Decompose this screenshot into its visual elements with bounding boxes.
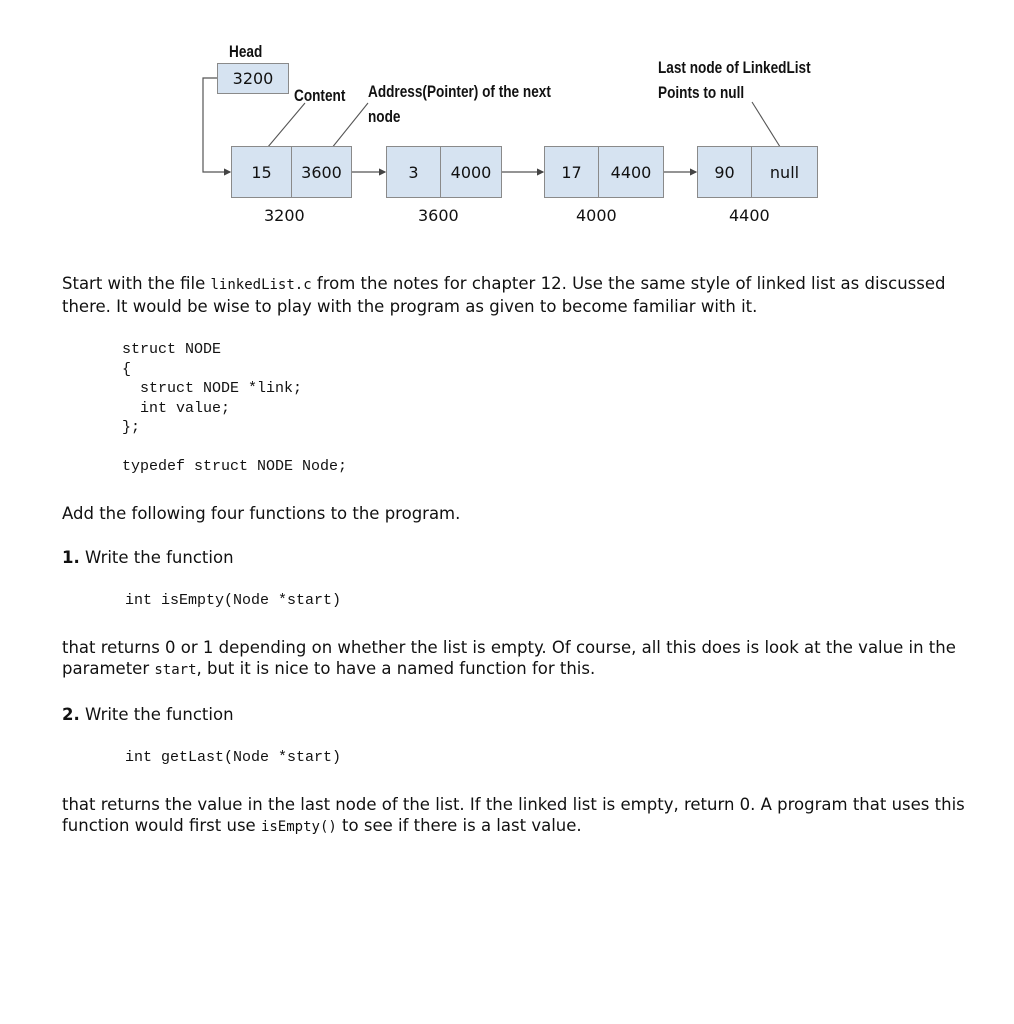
content-label: Content [294, 86, 346, 105]
intro-paragraph [62, 273, 982, 317]
q1-desc-start: that returns 0 or 1 depending on whether the list is empty. Of course, all this does is look at the value in the parameter [62, 638, 956, 678]
struct-code-block: struct NODE { struct NODE *link; int value; }; [122, 341, 303, 436]
q2-signature: int getLast(Node *start) [125, 749, 342, 766]
node-2-address: 3600 [418, 206, 459, 225]
node-3-value: 17 [544, 146, 599, 198]
q1-number: 1. [62, 548, 80, 567]
q2-desc-end: to see if there is a last value. [336, 816, 582, 835]
q2-heading-text: Write the function [79, 705, 234, 724]
intro-text-start: Start with the file [62, 274, 211, 293]
pointer-label-line1: Address(Pointer) of the next [368, 82, 551, 101]
file-name-code: linkedList.c [210, 277, 312, 293]
intro-text-rest: from the notes for chapter 12. Use the same style of linked list as discussed there. It would be wise to play with the program as given to become familiar with it. [62, 274, 946, 316]
head-label: Head [229, 42, 263, 61]
node-4-value: 90 [697, 146, 752, 198]
node-2-value: 3 [386, 146, 441, 198]
typedef-code-line: typedef struct NODE Node; [122, 458, 348, 475]
diagram-arrows [0, 0, 1014, 240]
q2-heading [62, 705, 234, 724]
node-1-address: 3200 [264, 206, 305, 225]
q2-desc-start: that returns the value in the last node of the list. If the linked list is empty, return 0. A program that uses this function would first use [62, 795, 965, 835]
q2-desc-code: isEmpty() [260, 819, 337, 835]
pointer-label-line2: node [368, 107, 401, 126]
q2-number: 2. [62, 705, 80, 724]
q1-description [62, 637, 982, 681]
q1-desc-end: , but it is nice to have a named function for this. [196, 659, 596, 678]
node-1-next: 3600 [291, 146, 352, 198]
node-4-address: 4400 [729, 206, 770, 225]
node-4-next: null [751, 146, 818, 198]
head-box: 3200 [217, 63, 289, 94]
node-1-value: 15 [231, 146, 292, 198]
last-node-label-line2: Points to null [658, 83, 745, 102]
node-2-next: 4000 [440, 146, 502, 198]
q1-signature: int isEmpty(Node *start) [125, 592, 342, 609]
node-3-next: 4400 [598, 146, 664, 198]
q1-desc-code: start [154, 662, 197, 678]
add-functions-text: Add the following four functions to the program. [62, 504, 461, 523]
q2-description [62, 794, 982, 838]
node-3-address: 4000 [576, 206, 617, 225]
q1-heading [62, 548, 234, 567]
q1-heading-text: Write the function [79, 548, 234, 567]
linked-list-diagram [0, 0, 1014, 240]
last-node-label-line1: Last node of LinkedList [658, 58, 811, 77]
